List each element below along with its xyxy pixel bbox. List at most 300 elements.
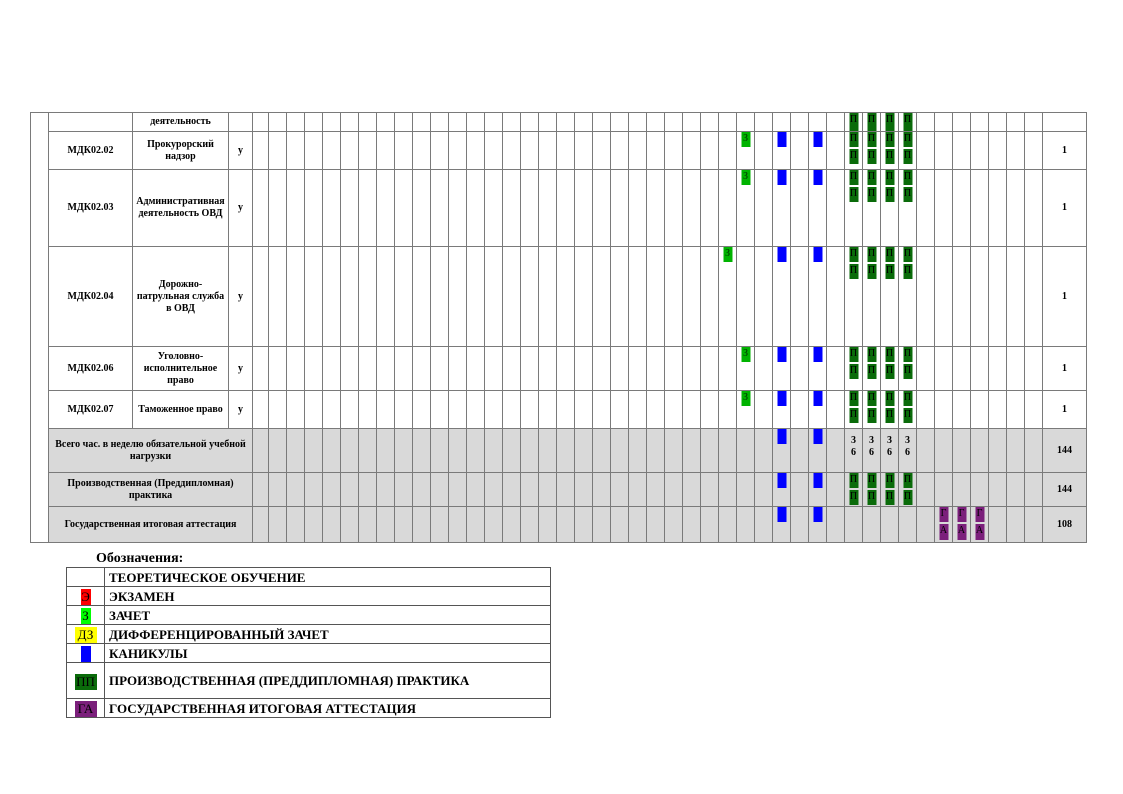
week-cell [881, 170, 899, 247]
practice-mark: П [885, 113, 894, 132]
week-cell [269, 429, 287, 473]
week-cell [737, 391, 755, 429]
week-cell [539, 507, 557, 543]
legend-swatch: ГА [75, 701, 97, 717]
week-cell [377, 132, 395, 170]
week-cell [863, 391, 881, 429]
week-cell [989, 247, 1007, 347]
week-cell [575, 507, 593, 543]
legend-swatch-cell [67, 663, 105, 699]
week-cell [1025, 391, 1043, 429]
practice-mark: П [849, 347, 858, 362]
week-cell [1025, 113, 1043, 132]
week-cell [1025, 132, 1043, 170]
credit-mark: З [741, 132, 750, 147]
week-cell [647, 429, 665, 473]
week-cell [953, 170, 971, 247]
week-cell [521, 132, 539, 170]
week-cell [755, 113, 773, 132]
week-cell [557, 170, 575, 247]
week-cell [323, 429, 341, 473]
practice-mark: П [867, 347, 876, 362]
week-cell [305, 132, 323, 170]
week-cell [953, 429, 971, 473]
week-cell [287, 429, 305, 473]
hours-value: 1 [1043, 391, 1087, 429]
week-cell [899, 507, 917, 543]
legend-swatch: Э [81, 589, 90, 605]
week-cell [629, 347, 647, 391]
week-cell [1007, 507, 1025, 543]
week-cell [629, 113, 647, 132]
week-cell [341, 132, 359, 170]
week-cell [971, 429, 989, 473]
week-cell [773, 429, 791, 473]
week-cell [647, 247, 665, 347]
week-cell [575, 391, 593, 429]
week-cell [395, 429, 413, 473]
week-cell [611, 132, 629, 170]
week-cell [971, 347, 989, 391]
week-cell [593, 170, 611, 247]
week-cell [899, 473, 917, 507]
hours-value: 1 [1043, 170, 1087, 247]
week-cell [557, 507, 575, 543]
week-cell [917, 347, 935, 391]
week-cell [755, 347, 773, 391]
practice-mark: П [903, 364, 912, 379]
week-cell [863, 473, 881, 507]
week-cell [701, 247, 719, 347]
practice-mark: П [885, 364, 894, 379]
assessment-form: у [229, 391, 253, 429]
week-cell [503, 473, 521, 507]
attestation-mark: Г [957, 507, 966, 522]
week-cell [629, 391, 647, 429]
week-cell [881, 347, 899, 391]
form-cell [229, 113, 253, 132]
week-cell [395, 170, 413, 247]
week-cell [899, 391, 917, 429]
week-cell [737, 429, 755, 473]
week-cell [539, 113, 557, 132]
vacation-mark [777, 391, 786, 406]
week-cell [593, 247, 611, 347]
week-cell [305, 507, 323, 543]
credit-mark: З [741, 391, 750, 406]
week-cell [917, 132, 935, 170]
week-cell [989, 429, 1007, 473]
vacation-mark [813, 391, 822, 406]
week-cell [395, 473, 413, 507]
practice-mark: П [885, 473, 894, 488]
practice-mark: П [885, 391, 894, 406]
week-cell [989, 170, 1007, 247]
week-cell [305, 247, 323, 347]
attestation-hours: 108 [1043, 507, 1087, 543]
week-cell [809, 429, 827, 473]
week-cell [1007, 170, 1025, 247]
week-cell [593, 113, 611, 132]
legend-swatch-cell [67, 644, 105, 663]
week-cell [413, 507, 431, 543]
week-cell [521, 170, 539, 247]
week-cell [647, 473, 665, 507]
week-cell [809, 247, 827, 347]
credit-mark: З [741, 347, 750, 362]
week-cell [971, 507, 989, 543]
week-cell [611, 247, 629, 347]
practice-mark: П [849, 187, 858, 202]
week-cell [377, 391, 395, 429]
week-cell [323, 391, 341, 429]
assessment-form: у [229, 132, 253, 170]
week-cell [323, 247, 341, 347]
week-cell [539, 170, 557, 247]
week-cell [881, 247, 899, 347]
week-cell [899, 347, 917, 391]
attestation-label: Государственная итоговая аттестация [49, 507, 253, 543]
week-cell [719, 429, 737, 473]
week-cell [503, 132, 521, 170]
week-cell [845, 473, 863, 507]
week-cell [827, 429, 845, 473]
week-cell [989, 507, 1007, 543]
assessment-form: у [229, 170, 253, 247]
week-cell [521, 347, 539, 391]
practice-mark: П [849, 391, 858, 406]
week-cell [665, 347, 683, 391]
week-cell [341, 247, 359, 347]
practice-mark: П [867, 490, 876, 505]
week-cell [917, 391, 935, 429]
legend-swatch [81, 646, 91, 662]
week-cell [755, 247, 773, 347]
week-cell [701, 473, 719, 507]
week-cell [773, 391, 791, 429]
week-cell [989, 113, 1007, 132]
week-cell [737, 132, 755, 170]
week-cell [1007, 113, 1025, 132]
weekly-hours-value: 3 6 [887, 435, 892, 458]
practice-mark: П [885, 490, 894, 505]
week-cell [539, 473, 557, 507]
week-cell [845, 507, 863, 543]
week-cell [1007, 132, 1025, 170]
week-cell [845, 247, 863, 347]
week-cell [845, 391, 863, 429]
weekly-hours-value: 3 6 [905, 435, 910, 458]
hours-cell [1043, 113, 1087, 132]
week-cell [845, 132, 863, 170]
week-cell [827, 132, 845, 170]
week-cell [503, 113, 521, 132]
vacation-mark [777, 247, 786, 262]
week-cell [431, 507, 449, 543]
week-cell [629, 429, 647, 473]
legend-label: ЗАЧЕТ [105, 606, 551, 625]
week-cell [413, 247, 431, 347]
week-cell [485, 473, 503, 507]
week-cell [449, 347, 467, 391]
week-cell [863, 507, 881, 543]
week-cell [359, 170, 377, 247]
week-cell [341, 429, 359, 473]
week-cell [431, 391, 449, 429]
legend-swatch: З [82, 608, 89, 624]
week-cell [755, 132, 773, 170]
schedule-table [30, 112, 1087, 543]
week-cell [395, 507, 413, 543]
legend-label: ПРОИЗВОДСТВЕННАЯ (ПРЕДДИПЛОМНАЯ) ПРАКТИКА [105, 663, 551, 699]
week-cell [845, 429, 863, 473]
week-cell [413, 347, 431, 391]
practice-mark: П [849, 113, 858, 132]
week-cell [755, 473, 773, 507]
legend-swatch-cell [67, 568, 105, 587]
discipline-name: Дорожно-патрульная служба в ОВД [133, 247, 229, 347]
week-cell [359, 473, 377, 507]
week-cell [683, 132, 701, 170]
week-cell [899, 247, 917, 347]
practice-mark: П [903, 473, 912, 488]
week-cell [449, 132, 467, 170]
week-cell [827, 507, 845, 543]
week-cell [431, 347, 449, 391]
week-cell [809, 507, 827, 543]
attestation-mark: Г [939, 507, 948, 522]
week-cell [269, 347, 287, 391]
legend-table [66, 567, 551, 718]
week-cell [917, 113, 935, 132]
week-cell [863, 170, 881, 247]
week-cell [413, 170, 431, 247]
week-cell [953, 391, 971, 429]
credit-mark: З [723, 247, 732, 262]
legend-label: ГОСУДАРСТВЕННАЯ ИТОГОВАЯ АТТЕСТАЦИЯ [105, 699, 551, 718]
practice-mark: П [849, 170, 858, 185]
legend-label: ЭКЗАМЕН [105, 587, 551, 606]
legend-swatch: ДЗ [75, 627, 97, 643]
practice-mark: П [867, 113, 876, 132]
practice-mark: П [903, 132, 912, 147]
discipline-name: Прокурорский надзор [133, 132, 229, 170]
week-cell [287, 507, 305, 543]
week-cell [845, 170, 863, 247]
week-cell [503, 170, 521, 247]
week-cell [1025, 473, 1043, 507]
week-cell [503, 247, 521, 347]
week-cell [827, 170, 845, 247]
week-cell [935, 113, 953, 132]
week-cell [287, 391, 305, 429]
week-cell [575, 132, 593, 170]
practice-mark: П [867, 364, 876, 379]
week-cell [449, 473, 467, 507]
week-cell [253, 429, 269, 473]
week-cell [377, 170, 395, 247]
week-cell [665, 391, 683, 429]
practice-mark: П [885, 408, 894, 423]
week-cell [413, 473, 431, 507]
week-cell [629, 247, 647, 347]
week-cell [863, 132, 881, 170]
week-cell [305, 429, 323, 473]
week-cell [773, 247, 791, 347]
practice-mark: П [867, 132, 876, 147]
week-cell [863, 113, 881, 132]
discipline-code: МДК02.07 [49, 391, 133, 429]
week-cell [827, 347, 845, 391]
week-cell [557, 113, 575, 132]
week-cell [521, 429, 539, 473]
legend-label: ДИФФЕРЕНЦИРОВАННЫЙ ЗАЧЕТ [105, 625, 551, 644]
week-cell [827, 391, 845, 429]
practice-mark: П [885, 170, 894, 185]
week-cell [377, 429, 395, 473]
week-cell [989, 391, 1007, 429]
week-cell [773, 113, 791, 132]
week-cell [485, 113, 503, 132]
week-cell [449, 113, 467, 132]
week-cell [395, 132, 413, 170]
practice-mark: П [867, 170, 876, 185]
week-cell [359, 347, 377, 391]
week-cell [323, 473, 341, 507]
discipline-name: Уголовно-исполнительное право [133, 347, 229, 391]
weekly-hours-value: 3 6 [851, 435, 856, 458]
week-cell [305, 113, 323, 132]
week-cell [253, 113, 269, 132]
week-cell [359, 132, 377, 170]
week-cell [665, 170, 683, 247]
week-cell [953, 113, 971, 132]
practice-mark: П [867, 247, 876, 262]
week-cell [575, 113, 593, 132]
week-cell [611, 473, 629, 507]
week-cell [935, 247, 953, 347]
week-cell [611, 347, 629, 391]
week-cell [899, 170, 917, 247]
week-cell [917, 429, 935, 473]
practice-mark: П [849, 132, 858, 147]
week-cell [575, 473, 593, 507]
week-cell [935, 132, 953, 170]
week-cell [467, 347, 485, 391]
vacation-mark [813, 429, 822, 444]
week-cell [521, 507, 539, 543]
week-cell [899, 113, 917, 132]
week-cell [845, 347, 863, 391]
week-cell [899, 132, 917, 170]
week-cell [719, 132, 737, 170]
week-cell [791, 391, 809, 429]
week-cell [809, 170, 827, 247]
week-cell [377, 247, 395, 347]
week-cell [647, 391, 665, 429]
week-cell [971, 473, 989, 507]
legend-label: КАНИКУЛЫ [105, 644, 551, 663]
week-cell [467, 473, 485, 507]
week-cell [935, 170, 953, 247]
week-cell [467, 507, 485, 543]
week-cell [305, 347, 323, 391]
legend-swatch: ПП [76, 673, 95, 689]
week-cell [521, 391, 539, 429]
attestation-mark: Г [975, 507, 984, 522]
week-cell [575, 247, 593, 347]
week-cell [881, 473, 899, 507]
practice-mark: П [849, 490, 858, 505]
week-cell [485, 507, 503, 543]
week-cell [647, 347, 665, 391]
legend-swatch-cell [67, 625, 105, 644]
week-cell [971, 132, 989, 170]
week-cell [377, 473, 395, 507]
week-cell [485, 429, 503, 473]
week-cell [323, 132, 341, 170]
week-cell [809, 132, 827, 170]
week-cell [683, 507, 701, 543]
week-cell [323, 507, 341, 543]
week-cell [269, 247, 287, 347]
week-cell [521, 473, 539, 507]
week-cell [863, 347, 881, 391]
week-cell [359, 391, 377, 429]
week-cell [773, 347, 791, 391]
week-cell [287, 132, 305, 170]
week-cell [719, 507, 737, 543]
week-cell [863, 429, 881, 473]
attestation-mark: А [957, 524, 966, 540]
week-cell [593, 391, 611, 429]
hours-value: 1 [1043, 132, 1087, 170]
week-cell [899, 429, 917, 473]
week-cell [269, 391, 287, 429]
week-cell [503, 429, 521, 473]
week-cell [737, 473, 755, 507]
week-cell [881, 132, 899, 170]
week-cell [359, 113, 377, 132]
week-cell [305, 473, 323, 507]
week-cell [1025, 507, 1043, 543]
week-cell [755, 507, 773, 543]
week-cell [791, 113, 809, 132]
week-cell [629, 507, 647, 543]
week-cell [719, 473, 737, 507]
practice-mark: П [849, 473, 858, 488]
week-cell [413, 113, 431, 132]
week-cell [683, 247, 701, 347]
week-cell [359, 247, 377, 347]
week-cell [827, 473, 845, 507]
week-cell [791, 247, 809, 347]
week-cell [611, 391, 629, 429]
week-cell [665, 247, 683, 347]
week-cell [809, 113, 827, 132]
week-cell [737, 247, 755, 347]
weekly-load-hours: 144 [1043, 429, 1087, 473]
practice-mark: П [867, 391, 876, 406]
week-cell [593, 132, 611, 170]
week-cell [737, 347, 755, 391]
assessment-form: у [229, 347, 253, 391]
week-cell [1007, 391, 1025, 429]
week-cell [809, 473, 827, 507]
vacation-mark [813, 507, 822, 522]
legend-swatch-cell [67, 587, 105, 606]
discipline-name: Таможенное право [133, 391, 229, 429]
